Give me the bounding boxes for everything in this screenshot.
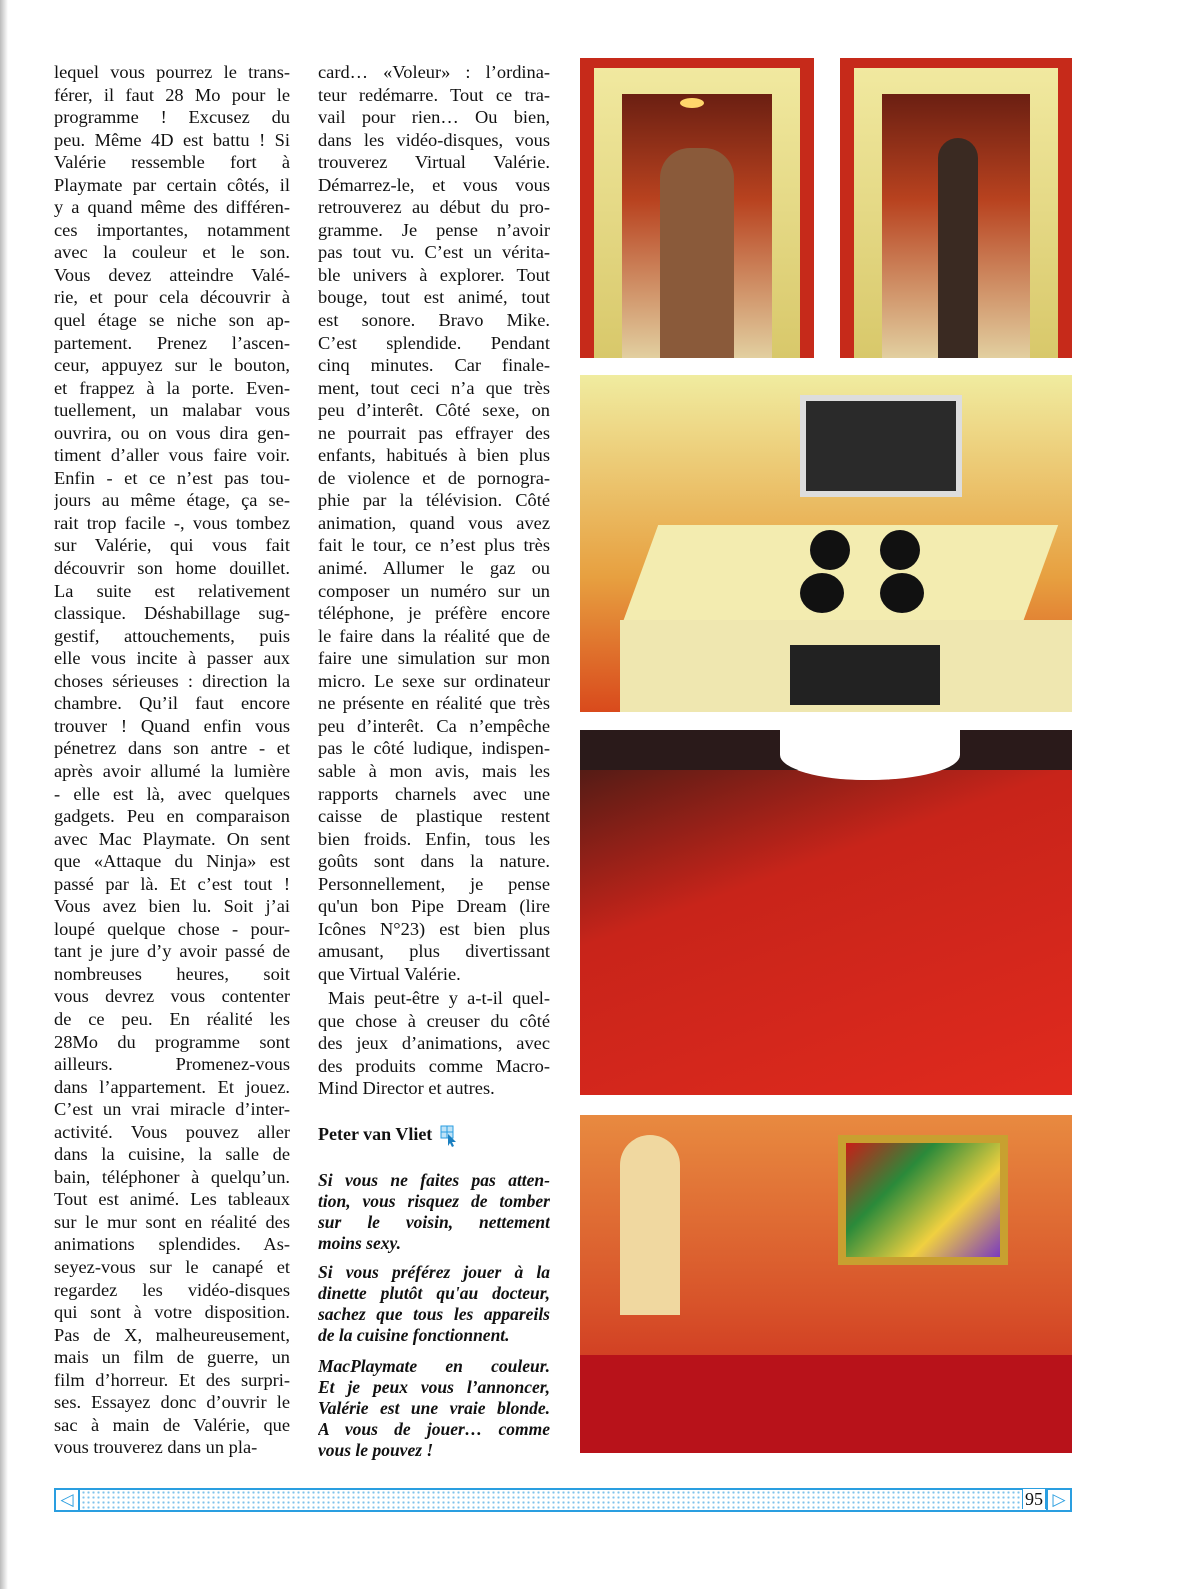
text-line: est sonore. Bravo Mike. <box>318 310 550 331</box>
text-line: rie, et pour cela découvrir à <box>54 287 290 308</box>
text-line: trouver ! Quand enfin vous <box>54 715 290 736</box>
text-line: 28Mo du programme sont <box>54 1031 290 1052</box>
text-line: Playmate par certain côtés, il <box>54 174 290 195</box>
text-line: des jeux d’animations, avec <box>318 1033 550 1054</box>
text-line: teur redémarre. Tout ce tra- <box>318 84 550 105</box>
text-line: peu. Même 4D est battu ! Si <box>54 129 290 150</box>
article-column-1 <box>54 61 290 1459</box>
text-line: ces importantes, notamment <box>54 219 290 240</box>
end-mark-icon <box>440 1125 456 1145</box>
text-line: amusant, plus divertissant <box>318 941 550 962</box>
text-line: Mind Director et autres. <box>318 1078 495 1099</box>
text-line: nombreuses heures, soit <box>54 963 290 984</box>
text-line: - elle est là, avec quelques <box>54 783 290 804</box>
text-line: Mais peut-être y a-t-il quel- <box>328 988 550 1008</box>
text-line: programme ! Excusez du <box>54 107 290 128</box>
text-line: moins sexy. <box>318 1233 401 1253</box>
text-line: sur le voisin, nettement <box>318 1212 550 1232</box>
text-line: tion, vous risquez de tomber <box>318 1191 550 1211</box>
text-line: animation, quand vous avez <box>318 512 550 533</box>
text-line: dinette plutôt qu'au docteur, <box>318 1283 550 1303</box>
caption-macplaymate <box>318 1356 550 1461</box>
text-line: quel étage se niche son ap- <box>54 310 290 331</box>
text-line: sur Valérie, qui vous fait <box>54 535 290 556</box>
text-line: C’est un vrai miracle d’inter- <box>54 1099 290 1120</box>
text-line: regardez les vidéo-disques <box>54 1279 290 1300</box>
text-line: card… «Voleur» : l’ordina- <box>318 62 550 82</box>
text-line: et frappez à la porte. Even- <box>54 377 290 398</box>
text-line: y a quand même des différen- <box>54 197 290 218</box>
text-line: tant je jure d’y avoir passé de <box>54 941 290 962</box>
article-column-2-closing <box>318 987 550 1100</box>
right-arrow-icon[interactable]: ▷ <box>1046 1490 1070 1510</box>
text-line: classique. Déshabillage sug- <box>54 603 290 624</box>
text-line: téléphone, je préfère encore <box>318 603 550 624</box>
text-line: avec la couleur et le son. <box>54 242 290 263</box>
caption-neighbor <box>318 1170 550 1254</box>
text-line: ailleurs. Promenez-vous <box>54 1054 290 1075</box>
text-line: dans les vidéo-disques, vous <box>318 129 550 150</box>
screenshot-neighbor-doorway <box>580 58 814 358</box>
text-line: Valérie ressemble fort à <box>54 152 290 173</box>
text-line: retrouverez au début du pro- <box>318 197 550 218</box>
text-line: ble univers à explorer. Tout <box>318 264 550 285</box>
text-line: animé. Allumer le gaz ou <box>318 558 550 579</box>
text-line: timent d’aller vous faire voir. <box>54 445 290 466</box>
text-line: loupé quelque chose - pour- <box>54 918 290 939</box>
text-line: composer un numéro sur un <box>318 580 550 601</box>
page-edge-shadow <box>0 0 8 1589</box>
text-line: Si vous préférez jouer à la <box>318 1262 550 1282</box>
text-line: que Virtual Valérie. <box>318 963 461 984</box>
text-line: rapports charnels avec une <box>318 783 550 804</box>
text-line: micro. Le sexe sur ordinateur <box>318 670 550 691</box>
text-line: ses. Essayez donc d’ouvrir le <box>54 1392 290 1413</box>
text-line: bain, téléphoner à quelqu’un. <box>54 1166 290 1187</box>
text-line: sachez que tous les appareils <box>318 1304 550 1324</box>
text-line: Si vous ne faites pas atten- <box>318 1170 550 1190</box>
text-line: Pas de X, malheureusement, <box>54 1324 290 1345</box>
author-byline <box>318 1124 456 1145</box>
text-line: vous devrez vous contenter <box>54 986 290 1007</box>
text-line: MacPlaymate en couleur. <box>318 1356 550 1376</box>
text-line: qui sont à votre disposition. <box>54 1302 290 1323</box>
text-line: caisse de plastique restent <box>318 806 550 827</box>
text-line: Et je peux vous l’annoncer, <box>318 1377 550 1397</box>
text-line: trouverez Virtual Valérie. <box>318 152 550 173</box>
text-line: férer, il faut 28 Mo pour le <box>54 84 290 105</box>
text-line: de violence et de pornogra- <box>318 467 550 488</box>
article-column-2 <box>318 61 550 985</box>
text-line: Vous avez bien lu. Soit j’ai <box>54 896 290 917</box>
text-line: gestif, attouchements, puis <box>54 625 290 646</box>
text-line: passé par là. Et c’est tout ! <box>54 873 290 894</box>
page-navigation-bar <box>54 1488 1072 1512</box>
text-line: bien froids. Enfin, tous les <box>318 828 550 849</box>
screenshot-valerie-doorway <box>840 58 1072 358</box>
text-line: qu'un bon Pipe Dream (lire <box>318 896 550 917</box>
text-line: gramme. Je pense n’avoir <box>318 219 550 240</box>
text-line: Vous devez atteindre Valé- <box>54 264 290 285</box>
caption-kitchen <box>318 1262 550 1346</box>
text-line: elle vous incite à passer aux <box>54 648 290 669</box>
text-line: goûts sont dans la nature. <box>318 851 550 872</box>
text-line: ne présente en réalité que très <box>318 693 550 714</box>
text-line: animations splendides. As- <box>54 1234 290 1255</box>
author-name: Peter van Vliet <box>318 1124 433 1144</box>
text-line: ceur, appuyez sur le bouton, <box>54 355 290 376</box>
text-line: que chose à creuser du côté <box>318 1010 550 1031</box>
text-line: pas tout vu. C’est un vérita- <box>318 242 550 263</box>
text-line: Tout est animé. Les tableaux <box>54 1189 290 1210</box>
text-line: ment, tout ceci n’a que très <box>318 377 550 398</box>
text-line: découvrir son home douillet. <box>54 558 290 579</box>
text-line: tuellement, un malabar vous <box>54 400 290 421</box>
text-line: phie par la télévision. Côté <box>318 490 550 511</box>
text-line: C’est splendide. Pendant <box>318 332 550 353</box>
text-line: de la cuisine fonctionnent. <box>318 1325 510 1345</box>
text-line: que «Attaque du Ninja» est <box>54 851 290 872</box>
text-line: enfants, habitués à bien plus <box>318 445 550 466</box>
text-line: film d’horreur. Et des surpri- <box>54 1369 290 1390</box>
text-line: gadgets. Peu en comparaison <box>54 806 290 827</box>
text-line: ouvrira, ou on vous dira gen- <box>54 422 290 443</box>
text-line: La suite est relativement <box>54 580 290 601</box>
text-line: seyez-vous sur le canapé et <box>54 1256 290 1277</box>
text-line: chambre. Qu’il faut encore <box>54 693 290 714</box>
text-line: faire une simulation sur mon <box>318 648 550 669</box>
text-line: vail pour rien… Ou bien, <box>318 107 550 128</box>
screenshot-bedroom <box>580 730 1072 1095</box>
text-line: de ce peu. En réalité les <box>54 1008 290 1029</box>
text-line: jours au même étage, ça se- <box>54 490 290 511</box>
text-line: le faire dans la réalité que de <box>318 625 550 646</box>
text-line: sur le mur sont en réalité des <box>54 1211 290 1232</box>
screenshot-kitchen <box>580 375 1072 712</box>
text-line: vous le pouvez ! <box>318 1440 434 1460</box>
text-line: Enfin - et ce n’est pas tou- <box>54 467 290 488</box>
text-line: lequel vous pourrez le trans- <box>54 62 290 82</box>
text-line: ne pourrait pas effrayer des <box>318 422 550 443</box>
text-line: sac à main de Valérie, que <box>54 1414 290 1435</box>
text-line: partement. Prenez l’ascen- <box>54 332 290 353</box>
text-line: rait trop facile -, vous tombez <box>54 512 290 533</box>
text-line: pas le côté ludique, indispen- <box>318 738 550 759</box>
text-line: sable à mon avis, mais les <box>318 760 550 781</box>
text-line: dans l’appartement. Et jouez. <box>54 1076 290 1097</box>
text-line: Icônes N°23) est bien plus <box>318 918 550 939</box>
text-line: après avoir allumé la lumière <box>54 760 290 781</box>
text-line: pénetrez dans son antre - et <box>54 738 290 759</box>
text-line: dans la cuisine, la salle de <box>54 1144 290 1165</box>
text-line: avec Mac Playmate. On sent <box>54 828 290 849</box>
screenshot-living-room <box>580 1115 1072 1453</box>
text-line: mais un film de guerre, un <box>54 1347 290 1368</box>
page-number: 95 <box>1022 1489 1046 1509</box>
text-line: choses sérieuses : direction la <box>54 670 290 691</box>
text-line: vous trouverez dans un pla- <box>54 1437 258 1458</box>
text-line: Valérie est une vraie blonde. <box>318 1398 550 1418</box>
text-line: bouge, tout est animé, tout <box>318 287 550 308</box>
text-line: fait le tour, ce n’est plus très <box>318 535 550 556</box>
text-line: peu d’interêt. Ca n’empêche <box>318 715 550 736</box>
text-line: Démarrez-le, et vous vous <box>318 174 550 195</box>
text-line: cinq minutes. Car finale- <box>318 355 550 376</box>
text-line: Personnellement, je pense <box>318 873 550 894</box>
text-line: peu d’interêt. Côté sexe, on <box>318 400 550 421</box>
left-arrow-icon[interactable]: ◁ <box>56 1490 80 1510</box>
text-line: A vous de jouer… comme <box>318 1419 550 1439</box>
text-line: des produits comme Macro- <box>318 1055 550 1076</box>
text-line: activité. Vous pouvez aller <box>54 1121 290 1142</box>
